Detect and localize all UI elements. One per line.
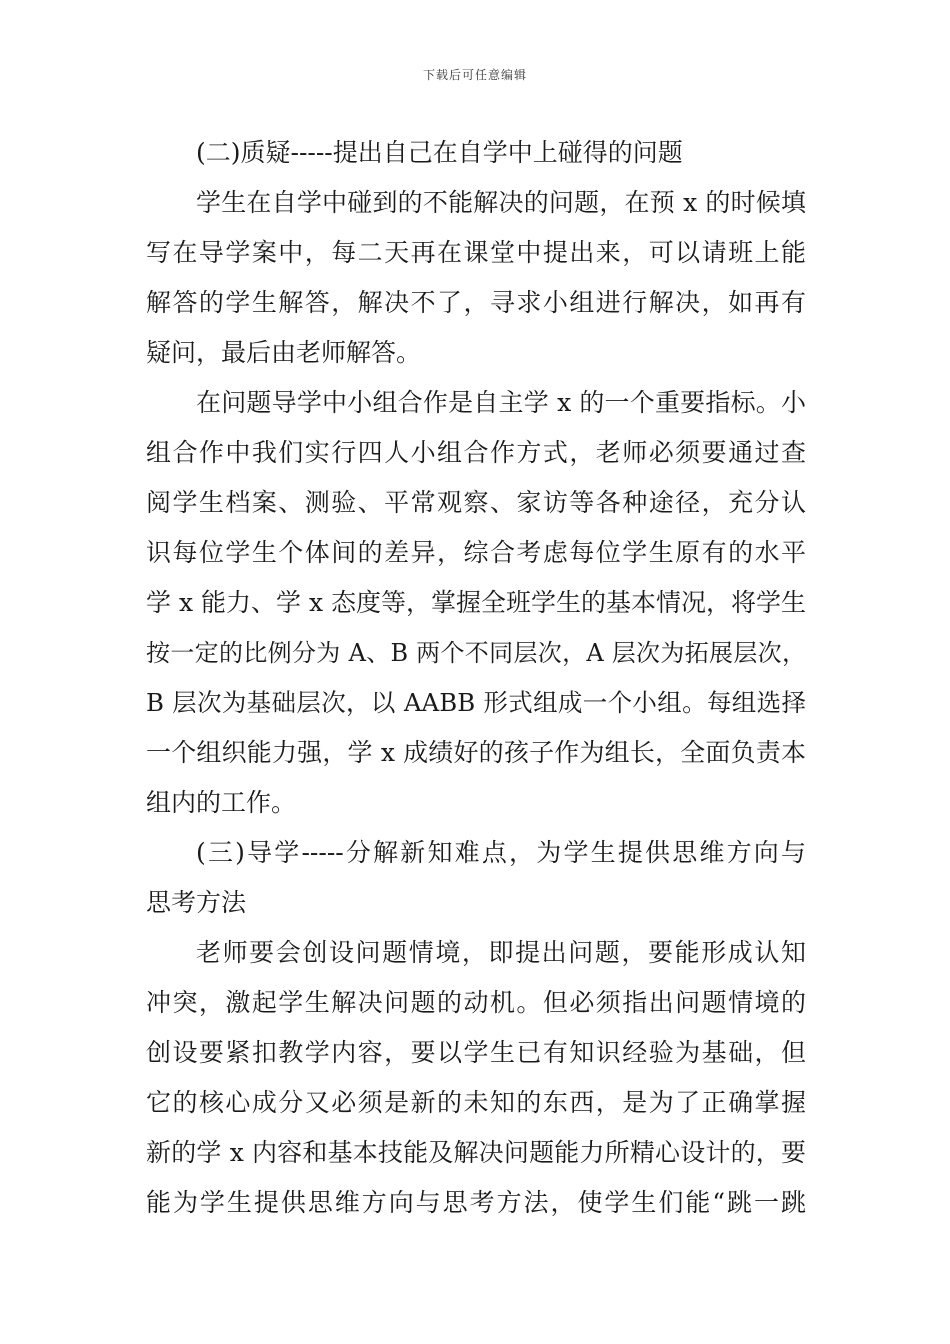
text-line: 它的核心成分又必须是新的未知的东西，是为了正确掌握 (146, 1088, 806, 1117)
page-header-note: 下载后可任意编辑 (422, 68, 527, 82)
text-line: (三)导学-----分解新知难点，为学生提供思维方向与 (196, 838, 806, 867)
text-line: 思考方法 (146, 888, 247, 917)
text-line: 在问题导学中小组合作是自主学 x 的一个重要指标。小 (196, 388, 806, 417)
text-line: (二)质疑-----提出自己在自学中上碰得的问题 (196, 138, 683, 167)
text-line: 能为学生提供思维方向与思考方法，使学生们能“跳一跳 (146, 1188, 806, 1217)
text-line: 学生在自学中碰到的不能解决的问题，在预 x 的时候填 (196, 188, 806, 217)
text-line: 解答的学生解答，解决不了，寻求小组进行解决，如再有 (146, 288, 806, 317)
text-line: 创设要紧扣教学内容，要以学生已有知识经验为基础，但 (146, 1038, 806, 1067)
text-line: 疑问，最后由老师解答。 (146, 338, 422, 367)
text-line: 冲突，激起学生解决问题的动机。但必须指出问题情境的 (146, 988, 806, 1017)
text-line: 识每位学生个体间的差异，综合考虑每位学生原有的水平 (146, 538, 806, 567)
document-body (146, 128, 806, 1228)
text-line: 写在导学案中，每二天再在课堂中提出来，可以请班上能 (146, 238, 806, 267)
text-line: 组合作中我们实行四人小组合作方式，老师必须要通过查 (146, 438, 806, 467)
text-line: B 层次为基础层次，以 AABB 形式组成一个小组。每组选择 (146, 688, 806, 717)
text-line: 新的学 x 内容和基本技能及解决问题能力所精心设计的，要 (146, 1138, 806, 1167)
text-line: 组内的工作。 (146, 788, 297, 817)
text-line: 一个组织能力强，学 x 成绩好的孩子作为组长，全面负责本 (146, 738, 806, 767)
text-line: 按一定的比例分为 A、B 两个不同层次，A 层次为拓展层次， (146, 639, 806, 667)
text-line: 老师要会创设问题情境，即提出问题，要能形成认知 (196, 938, 806, 967)
text-line: 学 x 能力、学 x 态度等，掌握全班学生的基本情况，将学生 (146, 588, 806, 617)
text-line: 阅学生档案、测验、平常观察、家访等各种途径，充分认 (146, 488, 806, 517)
